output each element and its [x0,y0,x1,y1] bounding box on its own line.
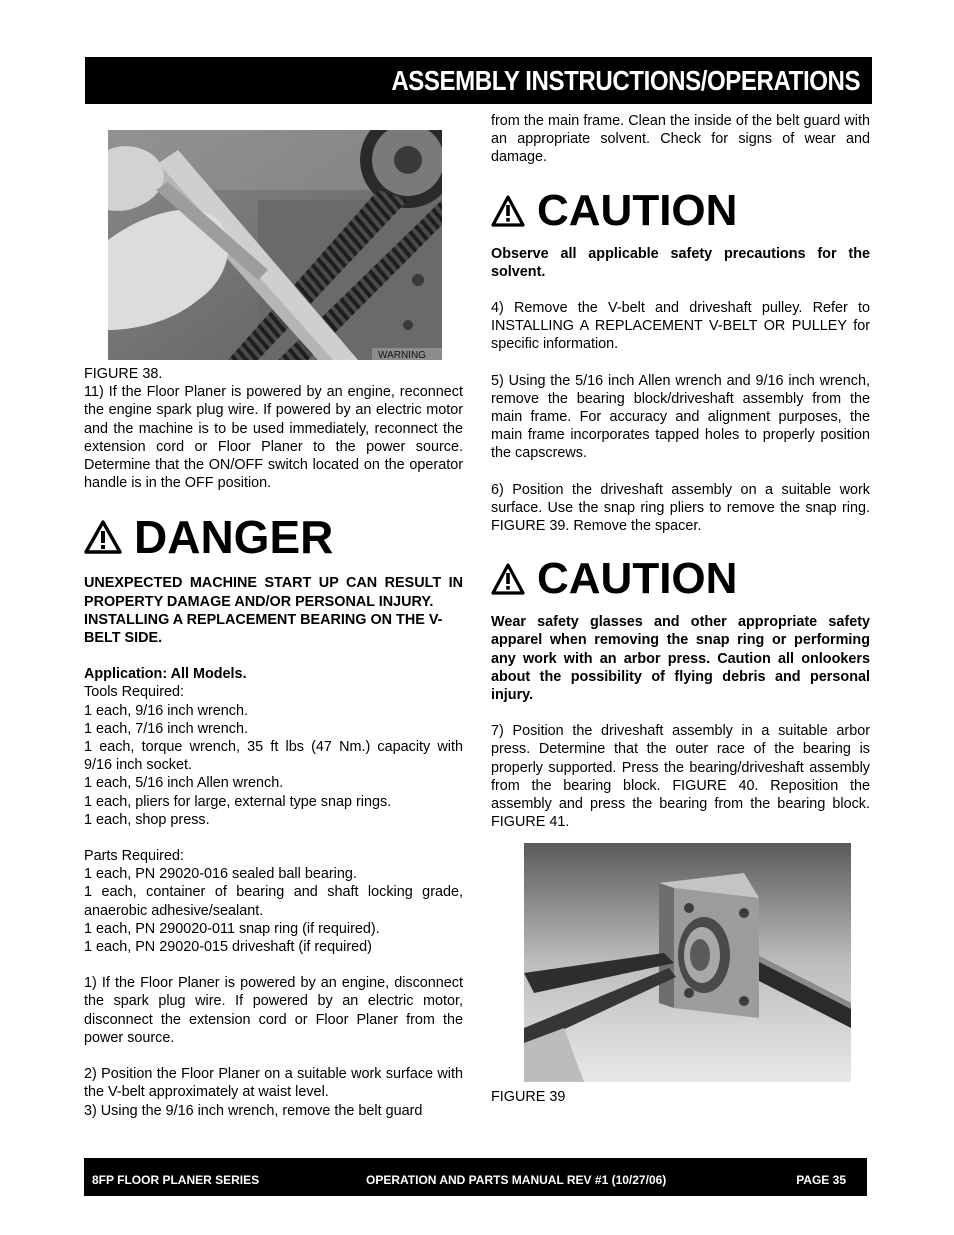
caution-heading-2 [491,554,870,604]
part-item: 1 each, PN 290020-011 snap ring (if required). [84,920,380,937]
tool-item: 1 each, 7/16 inch wrench. [84,720,248,737]
figure-39-caption-wrap [491,1088,791,1106]
danger-heading [84,511,463,564]
tool-item: 1 each, pliers for large, external type snap rings. [84,793,392,810]
tool-item: 1 each, 5/16 inch Allen wrench. [84,775,284,792]
caution-triangle-icon [491,195,525,227]
right-column [491,112,870,831]
caution-title-2: CAUTION [537,554,738,604]
caution-triangle-icon [491,563,525,595]
part-item: 1 each, PN 29020-015 driveshaft (if required) [84,939,372,956]
footer-manual: OPERATION AND PARTS MANUAL REV #1 (10/27/06) [366,1173,667,1187]
caution-text-1: Observe all applicable safety precautions for the solvent. [491,245,870,280]
figure-38-illustration [108,130,442,360]
step-3-text: 3) Using the 9/16 inch wrench, remove the belt guard [84,1102,423,1119]
figure-38-photo [108,130,442,360]
page-title: ASSEMBLY INSTRUCTIONS/OPERATIONS [391,64,860,96]
danger-title: DANGER [134,511,334,564]
danger-text: UNEXPECTED MACHINE START UP CAN RESULT IN PROPERTY DAMAGE AND/OR PERSONAL INJURY. [84,575,463,610]
part-item: 1 each, container of bearing and shaft locking grade, anaerobic adhesive/sealant. [84,884,463,919]
step-4-text: 4) Remove the V-belt and driveshaft pulley. Refer to INSTALLING A REPLACEMENT V-BELT OR PULLEY for specific information. [491,300,870,353]
page-footer [84,1158,867,1196]
parts-heading: Parts Required: [84,848,184,865]
footer-series: 8FP FLOOR PLANER SERIES [92,1173,260,1187]
step-3-continued-text: from the main frame. Clean the inside of the belt guard with an appropriate solvent. Check for signs of wear and damage. [491,113,870,166]
danger-triangle-icon [84,520,122,554]
caution-title-1: CAUTION [537,185,738,235]
figure-39-caption: FIGURE 39 [491,1089,566,1105]
caution-text-2: Wear safety glasses and other appropriate safety apparel when removing the snap ring or performing any work with an arbor press. Caution all onlookers about the possibility of flying debris and personal injury. [491,614,870,704]
figure-38-warning-label: WARNING [378,350,426,360]
caution-heading-1 [491,185,870,235]
step-1-text: 1) If the Floor Planer is powered by an engine, disconnect the spark plug wire. If powered by an electric motor, disconnect the extension cord or Floor Planer from the power source. [84,975,463,1046]
section-title: INSTALLING A REPLACEMENT BEARING ON THE V-BELT SIDE. [84,611,443,647]
step-6-text: 6) Position the driveshaft assembly on a suitable work surface. Use the snap ring pliers to remove the snap ring. FIGURE 39. Remove the spacer. [491,481,870,535]
figure-39-photo [524,843,851,1082]
tool-item: 1 each, torque wrench, 35 ft lbs (47 Nm.) capacity with 9/16 inch socket. [84,739,463,774]
tool-item: 1 each, 9/16 inch wrench. [84,702,248,719]
part-item: 1 each, PN 29020-016 sealed ball bearing. [84,866,357,883]
step-11-text: 11) If the Floor Planer is powered by an engine, reconnect the engine spark plug wire. If powered by an electric motor and the machine is to be used immediately, reconnect the extension cord or Floor Planer to the power source. Determine that the ON/OFF switch located on the operator handle is in the OFF position. [84,384,463,492]
step-2-text: 2) Position the Floor Planer on a suitable work surface with the V-belt approximately at waist level. [84,1066,463,1101]
left-column [84,365,463,1120]
page-header [85,57,872,104]
application-line: Application: All Models. [84,666,247,683]
tool-item: 1 each, shop press. [84,811,210,828]
footer-page-number: PAGE 35 [796,1173,846,1187]
step-7-text: 7) Position the driveshaft assembly in a suitable arbor press. Determine that the outer race of the bearing is properly supported. Press the bearing/driveshaft assembly from the bearing block. FIGURE 40. Reposition the assembly and press the bearing from the bearing block. FIGURE 41. [491,723,870,831]
tools-heading: Tools Required: [84,684,184,701]
step-5-text: 5) Using the 5/16 inch Allen wrench and 9/16 inch wrench, remove the bearing block/driveshaft assembly from the main frame. For accuracy and alignment purposes, the main frame incorporates tapped holes to properly position the capscrews. [491,372,870,462]
figure-38-caption: FIGURE 38. [84,366,163,382]
figure-39-illustration [524,843,851,1082]
